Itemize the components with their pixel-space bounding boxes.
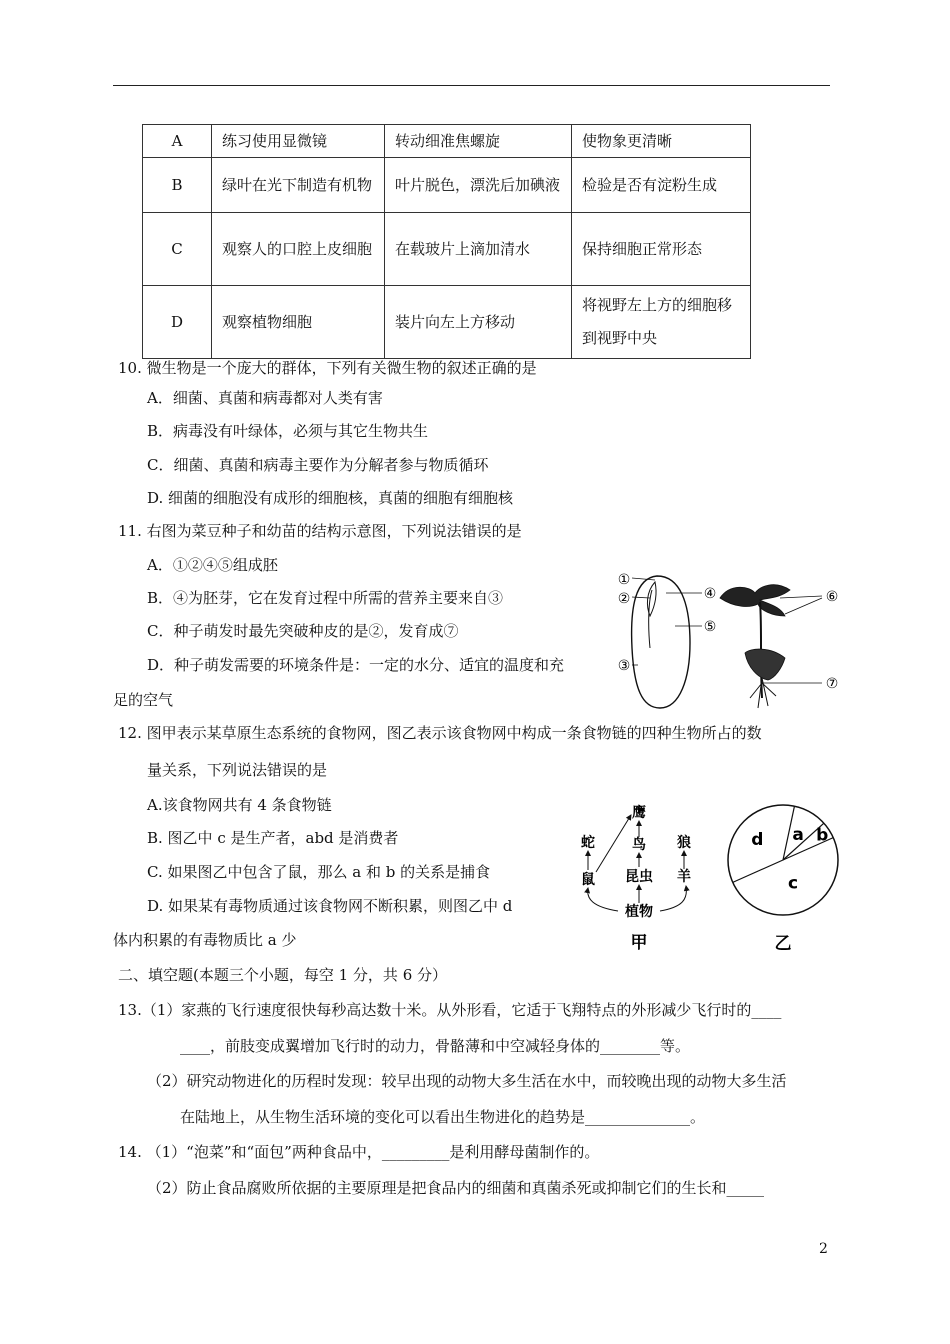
seed-outline bbox=[632, 576, 690, 708]
table-cell: C bbox=[143, 213, 212, 286]
table-cell: 观察植物细胞 bbox=[212, 286, 385, 359]
seed-inner-line bbox=[649, 590, 652, 648]
q11-option-c: C．种子萌发时最先突破种皮的是②，发育成⑦ bbox=[147, 622, 459, 640]
node-plant: 植物 bbox=[625, 904, 653, 920]
q12-option-d-cont: 体内积累的有毒物质比 a 少 bbox=[113, 931, 297, 949]
pie-chart bbox=[726, 803, 846, 953]
label-2: ② bbox=[617, 591, 631, 607]
label-7: ⑦ bbox=[825, 676, 839, 692]
table-row bbox=[143, 125, 751, 158]
table-cell: 观察人的口腔上皮细胞 bbox=[212, 213, 385, 286]
root-hairs bbox=[750, 678, 776, 708]
q11-stem: 11. 右图为菜豆种子和幼苗的结构示意图，下列说法错误的是 bbox=[118, 522, 522, 540]
table-cell: 保持细胞正常形态 bbox=[572, 213, 751, 286]
node-snake: 蛇 bbox=[581, 835, 595, 851]
q13-line-4: 在陆地上，从生物生活环境的变化可以看出生物进化的趋势是______________。 bbox=[180, 1108, 706, 1126]
table-row bbox=[143, 213, 751, 286]
diagram-label-yi: 乙 bbox=[774, 934, 792, 954]
table-cell: 装片向左上方移动 bbox=[385, 286, 572, 359]
q11-option-b: B．④为胚芽，它在发育过程中所需的营养主要来自③ bbox=[147, 589, 504, 607]
label-4: ④ bbox=[703, 586, 717, 602]
diagram-label-jia: 甲 bbox=[630, 933, 648, 953]
q10-option-b: B．病毒没有叶绿体，必须与其它生物共生 bbox=[147, 422, 429, 440]
node-eagle: 鹰 bbox=[632, 805, 646, 821]
label-3: ③ bbox=[617, 658, 631, 674]
label-1: ① bbox=[617, 572, 631, 588]
seed-seedling-diagram bbox=[610, 568, 850, 718]
table-cell: 练习使用显微镜 bbox=[212, 125, 385, 158]
table-row bbox=[143, 286, 751, 359]
table-cell: 叶片脱色，漂洗后加碘液 bbox=[385, 158, 572, 213]
table-cell: A bbox=[143, 125, 212, 158]
table-cell: 使物象更清晰 bbox=[572, 125, 751, 158]
q13-line-1: 13.（1）家燕的飞行速度很快每秒高达数十米。从外形看，它适于飞翔特点的外形减少飞行时的____ bbox=[118, 1001, 782, 1019]
embryo bbox=[647, 582, 656, 616]
section-2-title: 二、填空题(本题三个小题，每空 1 分，共 6 分） bbox=[118, 966, 448, 984]
q12-option-d: D. 如果某有毒物质通过该食物网不断积累，则图乙中 d bbox=[147, 897, 513, 915]
q14-line-2: （2）防止食品腐败所依据的主要原理是把食品内的细菌和真菌杀死或抑制它们的生长和_____ bbox=[147, 1179, 765, 1197]
table-cell: 检验是否有淀粉生成 bbox=[572, 158, 751, 213]
page-number: 2 bbox=[819, 1241, 828, 1257]
pie-slice-boundary bbox=[783, 838, 833, 860]
seedling-roots bbox=[745, 649, 785, 680]
pie-slice-label-a: a bbox=[792, 824, 804, 845]
pie-slice-boundary bbox=[733, 860, 783, 882]
q10-option-a: A．细菌、真菌和病毒都对人类有害 bbox=[147, 389, 383, 407]
q12-stem: 12. 图甲表示某草原生态系统的食物网，图乙表示该食物网中构成一条食物链的四种生物所占的数 bbox=[118, 724, 762, 742]
q10-option-d: D. 细菌的细胞没有成形的细胞核，真菌的细胞有细胞核 bbox=[147, 489, 514, 507]
table-cell: D bbox=[143, 286, 212, 359]
header-rule bbox=[113, 85, 830, 86]
table-cell: 在载玻片上滴加清水 bbox=[385, 213, 572, 286]
pie-slice-label-b: b bbox=[816, 825, 829, 846]
label-5: ⑤ bbox=[703, 619, 717, 635]
q14-line-1: 14. （1）“泡菜”和“面包”两种食品中，_________是利用酵母菌制作的。 bbox=[118, 1143, 600, 1161]
node-sheep: 羊 bbox=[677, 869, 691, 885]
table-cell: 转动细准焦螺旋 bbox=[385, 125, 572, 158]
pie-slice-label-d: d bbox=[751, 830, 764, 851]
q12-option-c: C. 如果图乙中包含了鼠，那么 a 和 b 的关系是捕食 bbox=[147, 863, 491, 881]
q11-option-a: A．①②④⑤组成胚 bbox=[147, 556, 278, 574]
q12-option-a: A.该食物网共有 4 条食物链 bbox=[147, 796, 332, 814]
node-insect: 昆虫 bbox=[625, 869, 653, 885]
seedling-leaves bbox=[720, 585, 790, 616]
q12-option-b: B. 图乙中 c 是生产者，abd 是消费者 bbox=[147, 829, 399, 847]
q11-option-d-cont: 足的空气 bbox=[113, 691, 174, 709]
table-row bbox=[143, 158, 751, 213]
table-cell: 绿叶在光下制造有机物 bbox=[212, 158, 385, 213]
q10-option-c: C．细菌、真菌和病毒主要作为分解者参与物质循环 bbox=[147, 456, 489, 474]
q13-line-3: （2）研究动物进化的历程时发现：较早出现的动物大多生活在水中，而较晚出现的动物大多生活 bbox=[147, 1072, 787, 1090]
label-6: ⑥ bbox=[825, 589, 839, 605]
q12-stem-cont: 量关系，下列说法错误的是 bbox=[147, 761, 328, 779]
experiment-table bbox=[142, 124, 751, 359]
node-mouse: 鼠 bbox=[581, 872, 595, 888]
node-wolf: 狼 bbox=[677, 835, 691, 851]
pie-slice-label-c: c bbox=[788, 873, 799, 894]
q10-stem: 10. 微生物是一个庞大的群体，下列有关微生物的叙述正确的是 bbox=[118, 359, 537, 377]
node-bird: 鸟 bbox=[632, 837, 646, 853]
food-web-diagram bbox=[568, 795, 718, 955]
table-cell: B bbox=[143, 158, 212, 213]
q11-option-d: D．种子萌发需要的环境条件是：一定的水分、适宜的温度和充 bbox=[147, 656, 565, 674]
q13-line-2: ____，前肢变成翼增加飞行时的动力，骨骼薄和中空减轻身体的________等。 bbox=[180, 1037, 691, 1055]
table-cell: 将视野左上方的细胞移到视野中央 bbox=[572, 286, 751, 359]
